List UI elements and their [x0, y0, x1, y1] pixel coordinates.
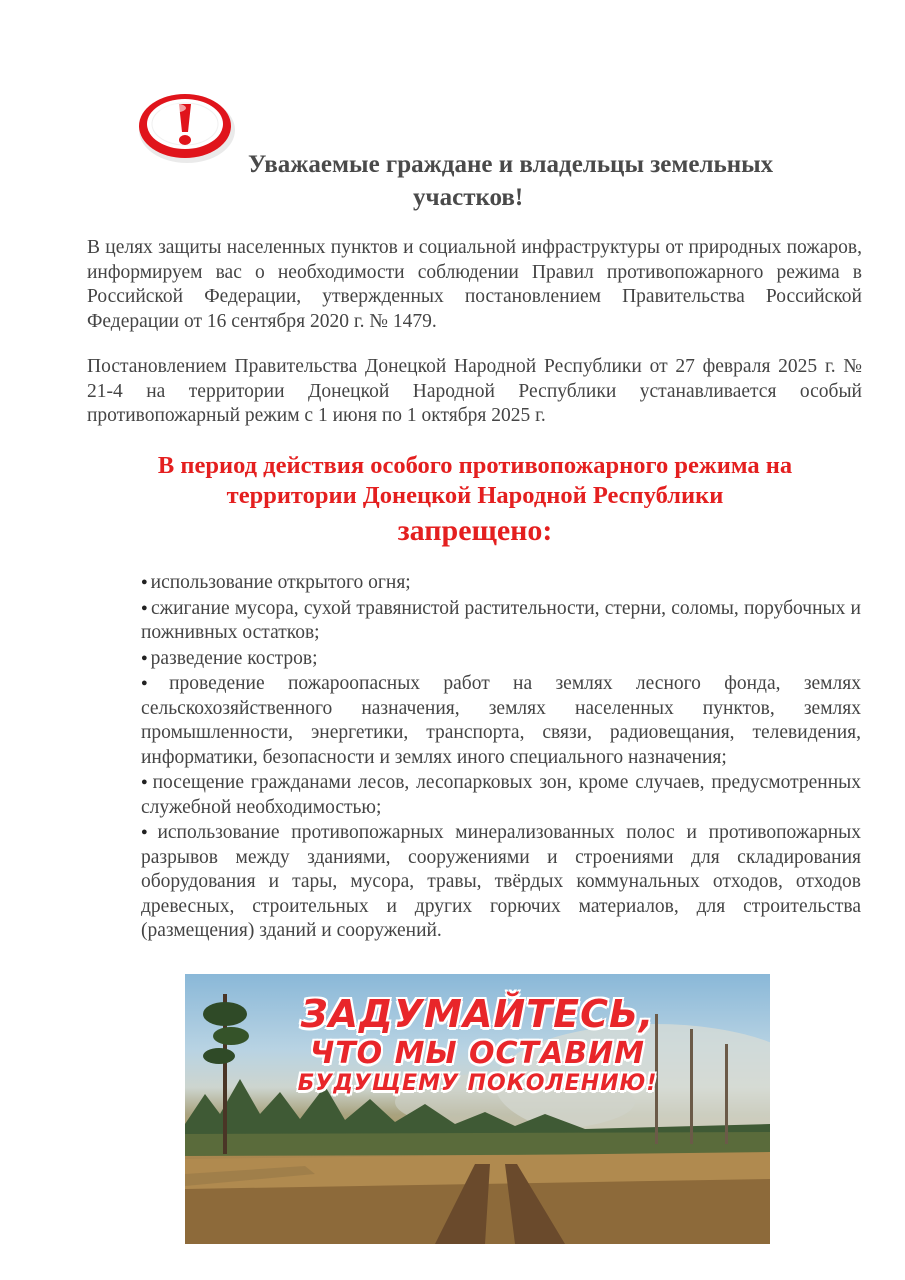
banner-line-1: ЗАДУМАЙТЕСЬ, [300, 992, 655, 1036]
forest-fire-banner [185, 974, 770, 1244]
banner-line-2: ЧТО МЫ ОСТАВИМ [309, 1036, 646, 1071]
list-item: ● проведение пожароопасных работ на землях лесного фонда, землях сельскохозяйственного назначения, землях населенных пунктов, землях промышленности, энергетики, транспорта, связи, радиовещания, телевидения, информатики, безопасности и землях иного специального назначения; [141, 671, 861, 770]
list-item: ● сжигание мусора, сухой травянистой растительности, стерни, соломы, порубочных и пожнивных остатков; [141, 596, 861, 646]
prohibition-heading-line-3: запрещено: [397, 514, 553, 547]
banner-line-3: БУДУЩЕМУ ПОКОЛЕНИЮ! [297, 1071, 658, 1096]
list-item: ● использование открытого огня; [141, 570, 861, 596]
title-line-2: участков! [413, 184, 524, 211]
list-item: ● использование противопожарных минерализованных полос и противопожарных разрывов между зданиями, сооружениями и строениями для складирования оборудования и тары, мусора, травы, твёрдых коммунальных отходов, отходов древесных, строительных и других горючих материалов, для строительства (размещения) зданий и сооружений. [141, 820, 861, 944]
prohibition-heading [60, 451, 890, 551]
prohibition-list [141, 570, 861, 944]
title-line-1: Уважаемые граждане и владельцы земельных [248, 151, 774, 178]
intro-paragraph-1: В целях защиты населенных пунктов и социальной инфраструктуры от природных пожаров, информируем вас о необходимости соблюдении Правил противопожарного режима в Российской Федерации, утвержденных постановлением Правительства Российской Федерации от 16 сентября 2020 г. № 1479. [87, 237, 862, 332]
page-title [150, 148, 890, 214]
list-item: ● разведение костров; [141, 646, 861, 672]
prohibition-heading-line-2: территории Донецкой Народной Республики [226, 482, 724, 509]
list-item: ● посещение гражданами лесов, лесопарковых зон, кроме случаев, предусмотренных служебной необходимостью; [141, 770, 861, 820]
intro-paragraph-2: Постановлением Правительства Донецкой Народной Республики от 27 февраля 2025 г. № 21-4 на территории Донецкой Народной Республики устанавливается особый противопожарный режим с 1 июня по 1 октября 2025 г. [87, 356, 862, 426]
prohibition-heading-line-1: В период действия особого противопожарного режима на [157, 452, 793, 479]
